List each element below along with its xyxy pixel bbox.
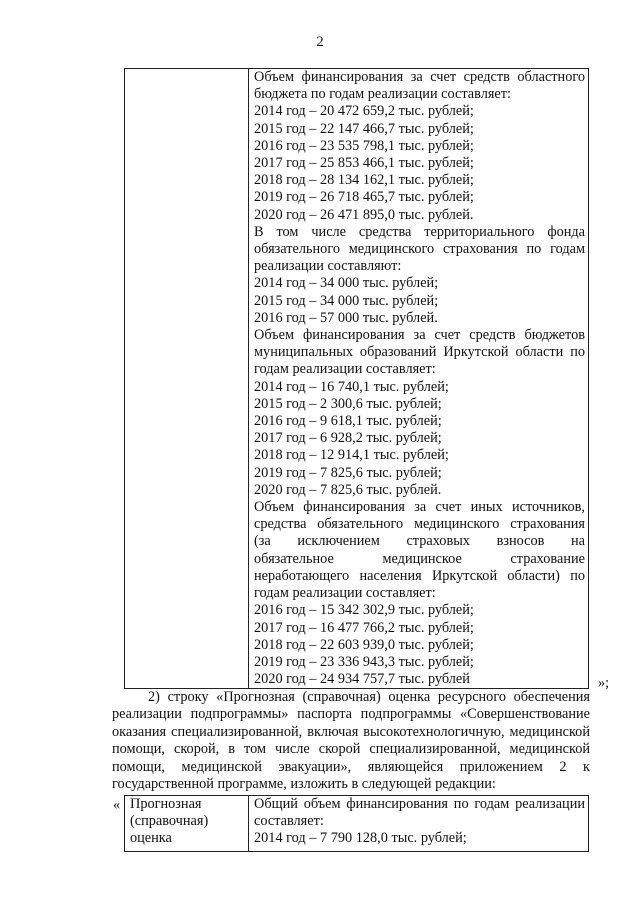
text-line: неработающего населения Иркутской области) по: [254, 567, 585, 584]
text-line: 2019 год – 26 718 465,7 тыс. рублей;: [254, 189, 474, 206]
word: эвакуации»,: [278, 758, 352, 775]
empty-label-cell: [125, 69, 249, 689]
text-line: 2015 год – 22 147 466,7 тыс. рублей;: [254, 120, 474, 137]
text-line: годам реализации составляет:: [254, 585, 436, 602]
value-line: Общий объем финансирования по годам реализации: [254, 796, 585, 812]
text-line: 2016 год – 23 535 798,1 тыс. рублей;: [254, 137, 474, 154]
word: помощи,: [112, 758, 165, 775]
word: к: [583, 758, 590, 775]
label-line: Прогнозная: [130, 796, 202, 812]
word: взносов: [496, 533, 545, 550]
word: 2: [559, 758, 567, 775]
page-number: 2: [316, 34, 324, 50]
paragraph-line: помощи, скорой, в том числе скорой специализированной, медицинской: [112, 741, 590, 758]
word: (за: [254, 533, 271, 550]
text-line: 2017 год – 6 928,2 тыс. рублей;: [254, 430, 442, 447]
text-line: 2014 год – 34 000 тыс. рублей;: [254, 275, 439, 292]
text-line: 2018 год – 28 134 162,1 тыс. рублей;: [254, 172, 474, 189]
text-line: Объем финансирования за счет иных источников,: [254, 499, 585, 516]
text-line: 2015 год – 2 300,6 тыс. рублей;: [254, 395, 442, 412]
paragraph-line: реализации подпрограммы» паспорта подпрограммы «Совершенствование: [112, 706, 590, 723]
text-line: Объем финансирования за счет средств бюджетов: [254, 327, 585, 344]
text-line: Объем финансирования за счет средств областного: [254, 69, 585, 85]
label-cell: [125, 796, 249, 852]
word: медицинской: [181, 758, 262, 775]
label-text: [125, 796, 248, 848]
passport-table-lower: [124, 795, 589, 852]
text-line-justified: [254, 551, 585, 568]
text-line: 2016 год – 9 618,1 тыс. рублей;: [254, 413, 442, 430]
word: медицинское: [382, 550, 462, 567]
text-line: 2014 год – 16 740,1 тыс. рублей;: [254, 378, 449, 395]
text-line: В том числе средства территориального фонда: [254, 223, 585, 240]
value-text: [249, 796, 588, 848]
word: страховых: [406, 533, 470, 550]
word: исключением: [297, 533, 380, 550]
text-line: 2016 год – 57 000 тыс. рублей.: [254, 309, 438, 326]
word: на: [571, 533, 585, 550]
value-line: 2014 год – 7 790 128,0 тыс. рублей;: [254, 830, 467, 847]
text-line: 2018 год – 22 603 939,0 тыс. рублей;: [254, 636, 474, 653]
financing-text: [249, 69, 588, 688]
text-line: 2016 год – 15 342 302,9 тыс. рублей;: [254, 602, 474, 619]
text-line: бюджета по годам реализации составляет:: [254, 86, 511, 103]
text-line: 2015 год – 34 000 тыс. рублей;: [254, 292, 439, 309]
text-line: 2014 год – 20 472 659,2 тыс. рублей;: [254, 103, 474, 120]
paragraph-line-justified: [112, 759, 590, 776]
word: обязательное: [254, 550, 334, 567]
word: приложением: [459, 758, 543, 775]
closing-quote-mark: »;: [598, 675, 610, 691]
financing-cell: [249, 69, 589, 689]
opening-quote-mark: «: [113, 797, 121, 813]
text-line: 2020 год – 26 471 895,0 тыс. рублей.: [254, 206, 474, 223]
word: страхование: [510, 550, 585, 567]
text-line: 2020 год – 7 825,6 тыс. рублей.: [254, 481, 442, 498]
label-line: оценка: [130, 830, 172, 847]
value-cell: [249, 796, 589, 852]
text-line: 2019 год – 7 825,6 тыс. рублей;: [254, 464, 442, 481]
amendment-paragraph: [112, 689, 590, 793]
text-line-justified: [254, 533, 585, 550]
text-line: средства обязательного медицинского страхования: [254, 516, 585, 533]
text-line: обязательного медицинского страхования по годам: [254, 241, 585, 258]
text-line: годам реализации составляет:: [254, 361, 436, 378]
text-line: муниципальных образований Иркутской области по: [254, 344, 585, 361]
text-line: реализации составляют:: [254, 258, 402, 275]
paragraph-line: государственной программе, изложить в следующей редакции:: [112, 776, 496, 793]
word: являющейся: [367, 758, 444, 775]
text-line: 2019 год – 23 336 943,3 тыс. рублей;: [254, 653, 474, 670]
text-line: 2017 год – 16 477 766,2 тыс. рублей;: [254, 619, 474, 636]
text-line: 2017 год – 25 853 466,1 тыс. рублей;: [254, 155, 474, 172]
passport-table-upper: [124, 68, 589, 689]
text-line: 2020 год – 24 934 757,7 тыс. рублей: [254, 671, 470, 688]
paragraph-line: 2) строку «Прогнозная (справочная) оценка ресурсного обеспечения: [148, 689, 590, 705]
label-line: (справочная): [130, 813, 209, 830]
value-line: составляет:: [254, 813, 324, 830]
paragraph-line: оказания специализированной, включая высокотехнологичную, медицинской: [112, 723, 590, 740]
text-line: 2018 год – 12 914,1 тыс. рублей;: [254, 447, 449, 464]
